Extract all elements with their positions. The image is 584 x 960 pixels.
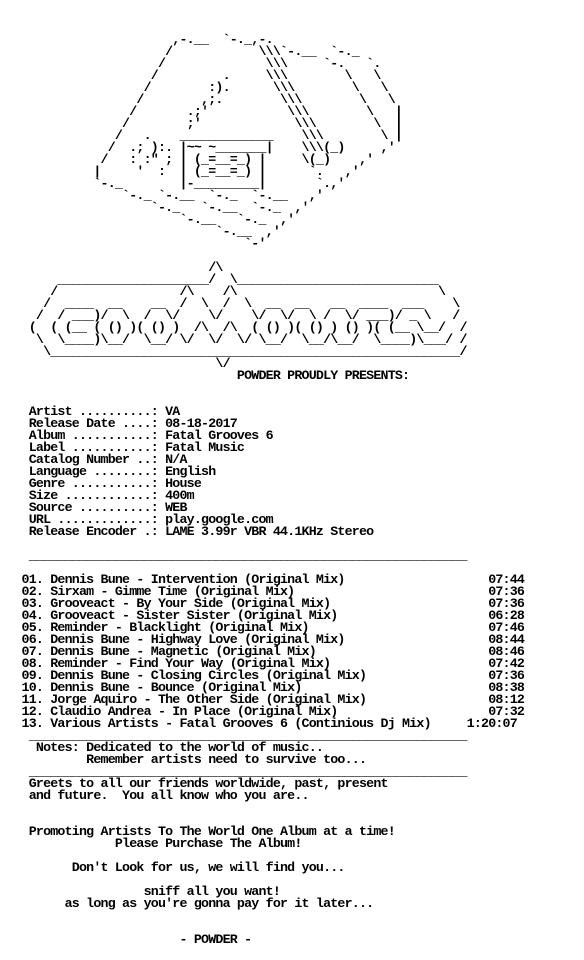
nfo-line: 01. Dennis Bune - Intervention (Original Mix) 07:44	[0, 572, 525, 587]
nfo-line: 05. Reminder - Blacklight (Original Mix) 07:46	[0, 620, 525, 635]
nfo-line: / . _____________ \\\ \ |	[0, 128, 403, 143]
nfo-line: - POWDER -	[0, 932, 252, 947]
nfo-line	[0, 802, 524, 814]
nfo-line: \_________________________________________________________/	[0, 344, 467, 359]
nfo-line: / ____ __ __ / \ / \ __ __ __ ____ ___ \	[0, 296, 460, 311]
nfo-line: as long as you're gonna pay for it later...	[0, 896, 374, 911]
nfo-line: | ' : | (_=__=_) | `. ,'	[0, 164, 359, 179]
nfo-line: ,-.__ `-._,-.	[0, 32, 273, 47]
nfo-line: POWDER PROUDLY PRESENTS:	[0, 368, 410, 383]
nfo-line: Size ............: 400m	[0, 488, 194, 503]
nfo-line: 10. Dennis Bune - Bounce (Original Mix) 08:38	[0, 680, 525, 695]
nfo-line: 12. Claudio Andrea - In Place (Original Mix) 07:32	[0, 704, 525, 719]
nfo-line: Promoting Artists To The World One Album at a time!	[0, 824, 395, 839]
nfo-line	[0, 910, 524, 922]
nfo-line: / / ___)/ \ / \/ \/ \/ \/ \ / \/ ___)/ _ \ /	[0, 308, 460, 323]
nfo-line: _____________________/ \____________________________	[0, 272, 438, 287]
nfo-line: 08. Reminder - Find Your Way (Original Mix) 07:42	[0, 656, 525, 671]
nfo-line: `-._ |-_________| `.,'	[0, 176, 345, 191]
nfo-line: 06. Dennis Bune - Highway Love (Original Mix) 08:44	[0, 632, 525, 647]
nfo-line: 03. Grooveact - By Your Side (Original Mix) 07:36	[0, 596, 525, 611]
nfo-line: `-._ `-.__ `-._ ,'	[0, 200, 309, 215]
nfo-line: / ,;. \\\ \ \	[0, 92, 395, 107]
nfo-line: Release Encoder .: LAME 3.99r VBR 44.1KHz Stereo	[0, 524, 374, 539]
nfo-line: Artist ..........: VA	[0, 404, 180, 419]
nfo-line: / .; ):. |~~ ~_______| \\\(_) ,'	[0, 140, 395, 155]
nfo-line: / : :" ; | (_=__=_) | \(_) ,'	[0, 152, 374, 167]
nfo-line: Label ...........: Fatal Music	[0, 440, 245, 455]
nfo-line: / ;' \\\ \ |	[0, 116, 403, 131]
nfo-line	[0, 382, 524, 394]
nfo-line: / /\ /\ \	[0, 284, 446, 299]
nfo-line: / .;' \\\ \ |	[0, 104, 403, 119]
nfo-line: 11. Jorge Aquiro - The Other Side (Original Mix) 08:12	[0, 692, 525, 707]
nfo-line: `-._ `-.__ `-._ `-.__ ,'	[0, 188, 324, 203]
nfo-line: `-'	[0, 236, 266, 251]
nfo-line: 09. Dennis Bune - Closing Circles (Original Mix) 07:36	[0, 668, 525, 683]
nfo-line: Don't Look for us, we will find you...	[0, 860, 345, 875]
nfo-line: _____________________________________________________________	[0, 764, 467, 779]
nfo-line: Source ..........: WEB	[0, 500, 187, 515]
nfo-line: \ \____)\__/ \__/ \/ \/ \/ \__/ \__/\__/ \____)\___/ /	[0, 332, 467, 347]
nfo-line: `-.__ ,'	[0, 224, 280, 239]
nfo-line: / :). \\\ \ \	[0, 80, 388, 95]
nfo-line: sniff all you want!	[0, 884, 280, 899]
nfo-line: _____________________________________________________________	[0, 728, 467, 743]
nfo-line: ( ( (__ ( () )( () ) /\ /\ ( () )( () ) () )( (__ \__/ /	[0, 320, 467, 335]
nfo-line: / \\\`-.__ `-._	[0, 44, 359, 59]
nfo-line: and future. You all know who you are..	[0, 788, 309, 803]
nfo-line: / . \\\ \ \	[0, 68, 381, 83]
nfo-line: Catalog Number ..: N/A	[0, 452, 187, 467]
nfo-line: 13. Various Artists - Fatal Grooves 6 (Continious Dj Mix) 1:20:07	[0, 716, 517, 731]
nfo-line: Please Purchase The Album!	[0, 836, 302, 851]
nfo-line: Notes: Dedicated to the world of music..	[0, 740, 324, 755]
nfo-line: `-.__ `-._ ,'	[0, 212, 295, 227]
nfo-line: 02. Sirxam - Gimme Time (Original Mix) 07:36	[0, 584, 525, 599]
nfo-line: Language ........: English	[0, 464, 216, 479]
nfo-line: Remember artists need to survive too...	[0, 752, 367, 767]
nfo-line: / \\\ `-. `.	[0, 56, 381, 71]
nfo-text	[0, 34, 524, 946]
nfo-line: Genre ...........: House	[0, 476, 202, 491]
nfo-line: Greets to all our friends worldwide, past, present	[0, 776, 388, 791]
nfo-line: Album ...........: Fatal Grooves 6	[0, 428, 273, 443]
nfo-line: URL .............: play.google.com	[0, 512, 273, 527]
nfo-line: _____________________________________________________________	[0, 548, 467, 563]
nfo-line: Release Date ....: 08-18-2017	[0, 416, 237, 431]
nfo-line: 07. Dennis Bune - Magnetic (Original Mix) 08:46	[0, 644, 525, 659]
nfo-line: 04. Grooveact - Sister Sister (Original Mix) 06:28	[0, 608, 525, 623]
nfo-line: /\	[0, 260, 223, 275]
nfo-line: \/	[0, 356, 230, 371]
